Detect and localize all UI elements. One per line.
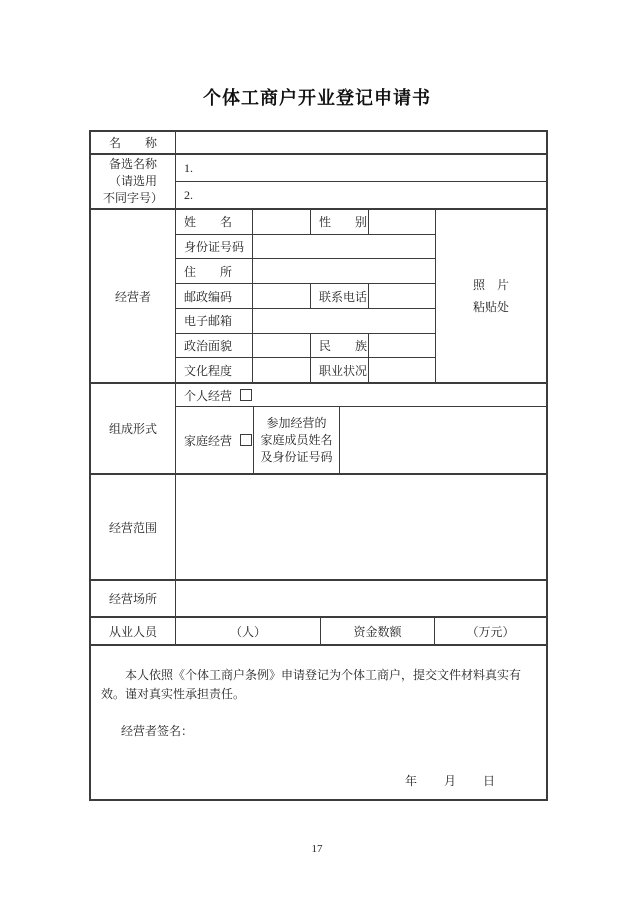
family-operation-checkbox	[240, 434, 252, 446]
operator-section-label: 经营者	[114, 289, 151, 304]
operator-political-row	[176, 333, 435, 358]
business-premise-label: 经营场所	[108, 592, 157, 606]
alternate-names-label	[91, 155, 175, 208]
name-row	[91, 132, 546, 153]
operator-ethnicity-value-cell	[368, 334, 435, 358]
date-line: 年 月 日	[404, 774, 496, 788]
operator-phone-value-cell	[368, 284, 435, 308]
operator-id-row	[176, 234, 435, 259]
composition-section-label: 组成形式	[108, 422, 157, 436]
business-scope-value-cell	[175, 475, 546, 579]
photo-label-line1: 照 片	[472, 278, 509, 292]
employees-value-cell: （人）	[175, 618, 320, 644]
alternate-name-2-prefix: 2.	[184, 187, 193, 202]
photo-paste-area	[435, 210, 546, 382]
declaration-text: 本人依照《个体工商户条例》申请登记为个体工商户，提交文件材料真实有效。谨对真实性承担责任。	[101, 668, 522, 701]
family-members-value-cell	[339, 407, 546, 473]
operator-section	[91, 208, 546, 382]
operator-id-label: 身份证号码	[184, 240, 245, 255]
employees-label: 从业人员	[108, 624, 157, 639]
operator-gender-label: 性 别	[310, 210, 368, 234]
alternate-names-label-line3: 不同字号）	[102, 191, 163, 205]
registration-form-table	[89, 130, 548, 801]
operator-email-label: 电子邮箱	[184, 314, 233, 329]
operator-email-value-cell	[252, 309, 435, 333]
business-premise-value-cell	[175, 581, 546, 616]
alternate-names-label-line2: （请选用	[108, 174, 157, 188]
capital-value-cell: （万元）	[434, 618, 546, 644]
operator-id-value-cell	[252, 235, 435, 259]
composition-section	[91, 382, 546, 473]
family-operation-label: 家庭经营	[184, 433, 233, 448]
alternate-name-2-row	[176, 181, 546, 208]
operator-email-row	[176, 308, 435, 333]
family-members-label-line2: 家庭成员姓名	[260, 432, 333, 447]
operator-signature-label: 经营者签名：	[121, 724, 194, 738]
alternate-name-1-row	[176, 155, 546, 181]
operator-phone-label: 联系电话	[310, 284, 368, 308]
family-operation-cell	[176, 407, 253, 473]
family-members-label-line3: 及身份证号码	[260, 449, 333, 464]
individual-operation-cell	[176, 384, 546, 406]
employees-capital-row	[91, 616, 546, 644]
operator-gender-value-cell	[368, 210, 435, 234]
alternate-name-2-cell	[176, 182, 546, 208]
operator-postcode-value-cell	[252, 284, 310, 308]
operator-address-value-cell	[252, 259, 435, 283]
name-label: 名 称	[108, 136, 157, 150]
business-scope-label: 经营范围	[108, 520, 157, 535]
alternate-names-label-line1: 备选名称	[108, 157, 157, 171]
name-value-cell	[175, 132, 546, 153]
page-title: 个体工商户开业登记申请书	[203, 88, 431, 108]
composition-options	[175, 384, 546, 473]
operator-postcode-row	[176, 283, 435, 308]
operator-education-label: 文化程度	[184, 363, 233, 378]
declaration-section	[91, 644, 546, 799]
page-number: 17	[311, 843, 323, 855]
operator-political-value-cell	[252, 334, 310, 358]
operator-occupation-value-cell	[368, 358, 435, 382]
operator-occupation-label: 职业状况	[310, 358, 368, 382]
alternate-name-1-cell	[176, 155, 546, 181]
operator-education-value-cell	[252, 358, 310, 382]
alternate-name-1-prefix: 1.	[184, 160, 193, 175]
operator-education-row	[176, 357, 435, 382]
family-members-label-line1: 参加经营的	[266, 415, 327, 430]
individual-operation-label: 个人经营	[184, 388, 233, 403]
operator-postcode-label: 邮政编码	[184, 289, 233, 304]
alternate-names-options	[175, 155, 546, 208]
capital-label: 资金数额	[320, 618, 434, 644]
family-members-label	[253, 407, 339, 473]
operator-fields	[175, 210, 435, 382]
individual-operation-checkbox	[240, 389, 252, 401]
operator-name-row	[176, 210, 435, 234]
operator-address-row	[176, 258, 435, 283]
alternate-names-section	[91, 153, 546, 208]
operator-political-label: 政治面貌	[184, 338, 233, 353]
operator-name-value-cell	[252, 210, 310, 234]
operator-name-label: 姓 名	[184, 215, 233, 230]
operator-address-label: 住 所	[184, 264, 233, 279]
business-scope-row	[91, 473, 546, 579]
business-premise-row	[91, 579, 546, 616]
operator-ethnicity-label: 民 族	[310, 334, 368, 358]
photo-label-line2: 粘贴处	[472, 300, 509, 314]
individual-operation-row	[176, 384, 546, 406]
family-operation-row	[176, 406, 546, 473]
